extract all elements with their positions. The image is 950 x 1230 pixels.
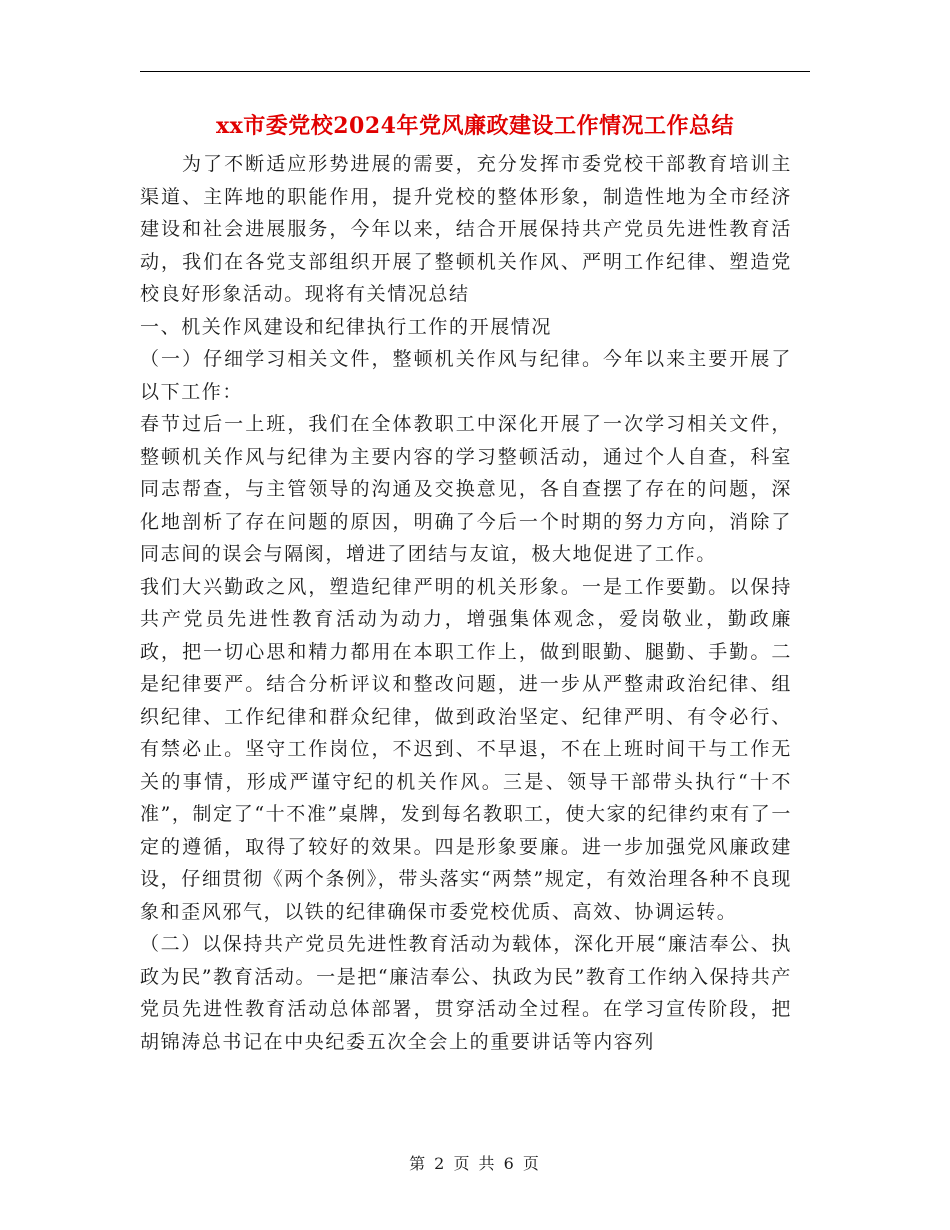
section-heading-1: 一、机关作风建设和纪律执行工作的开展情况 [140, 315, 553, 338]
paragraph-intro: 为了不断适应形势进展的需要，充分发挥市委党校干部教育培训主渠道、主阵地的职能作用，提升党校的整体形象，制造性地为全市经济建设和社会进展服务，今年以来，结合开展保持共产党员先进性教育活动，我们在各党支部组织开展了整顿机关作风、严明工作纪律、塑造党校良好形象活动。现将有关情况总结 [140, 153, 792, 305]
subsection-heading-1: （一）仔细学习相关文件，整顿机关作风与纪律。今年以来主要开展了以下工作： [140, 348, 792, 403]
subsection-heading-2: （二）以保持共产党员先进性教育活动为载体，深化开展“廉洁奉公、执政为民”教育活动。一是把“廉洁奉公、执政为民”教育工作纳入保持共产党员先进性教育活动总体部署，贯穿活动全过程。在学习宣传阶段，把胡锦涛总书记在中央纪委五次全会上的重要讲话等内容列 [140, 933, 792, 1053]
paragraph-study-rectification: 春节过后一上班，我们在全体教职工中深化开展了一次学习相关文件，整顿机关作风与纪律为主要内容的学习整顿活动，通过个人自查，科室同志帮查，与主管领导的沟通及交换意见，各自查摆了存在的问题，深化地剖析了存在问题的原因，明确了今后一个时期的努力方向，消除了同志间的误会与隔阂，增进了团结与友谊，极大地促进了工作。 [140, 413, 792, 565]
header-rule [140, 71, 810, 72]
document-title: xx市委党校2024年党风廉政建设工作情况工作总结 [216, 113, 734, 139]
paragraph-diligent-governance: 我们大兴勤政之风，塑造纪律严明的机关形象。一是工作要勤。以保持共产党员先进性教育活动为动力，增强集体观念，爱岗敬业，勤政廉政，把一切心思和精力都用在本职工作上，做到眼勤、腿勤、手勤。二是纪律要严。结合分析评议和整改问题，进一步从严整肃政治纪律、组织纪律、工作纪律和群众纪律，做到政治坚定、纪律严明、有令必行、有禁必止。坚守工作岗位，不迟到、不早退，不在上班时间干与工作无关的事情，形成严谨守纪的机关作风。三是、领导干部带头执行“十不准”，制定了“十不准”桌牌，发到每名教职工，使大家的纪律约束有了一定的遵循，取得了较好的效果。四是形象要廉。进一步加强党风廉政建设，仔细贯彻《两个条例》，带头落实“两禁”规定，有效治理各种不良现象和歪风邪气，以铁的纪律确保市委党校优质、高效、协调运转。 [140, 575, 792, 923]
document-body [140, 148, 792, 1058]
page-number-footer: 第 2 页 共 6 页 [409, 1154, 541, 1173]
